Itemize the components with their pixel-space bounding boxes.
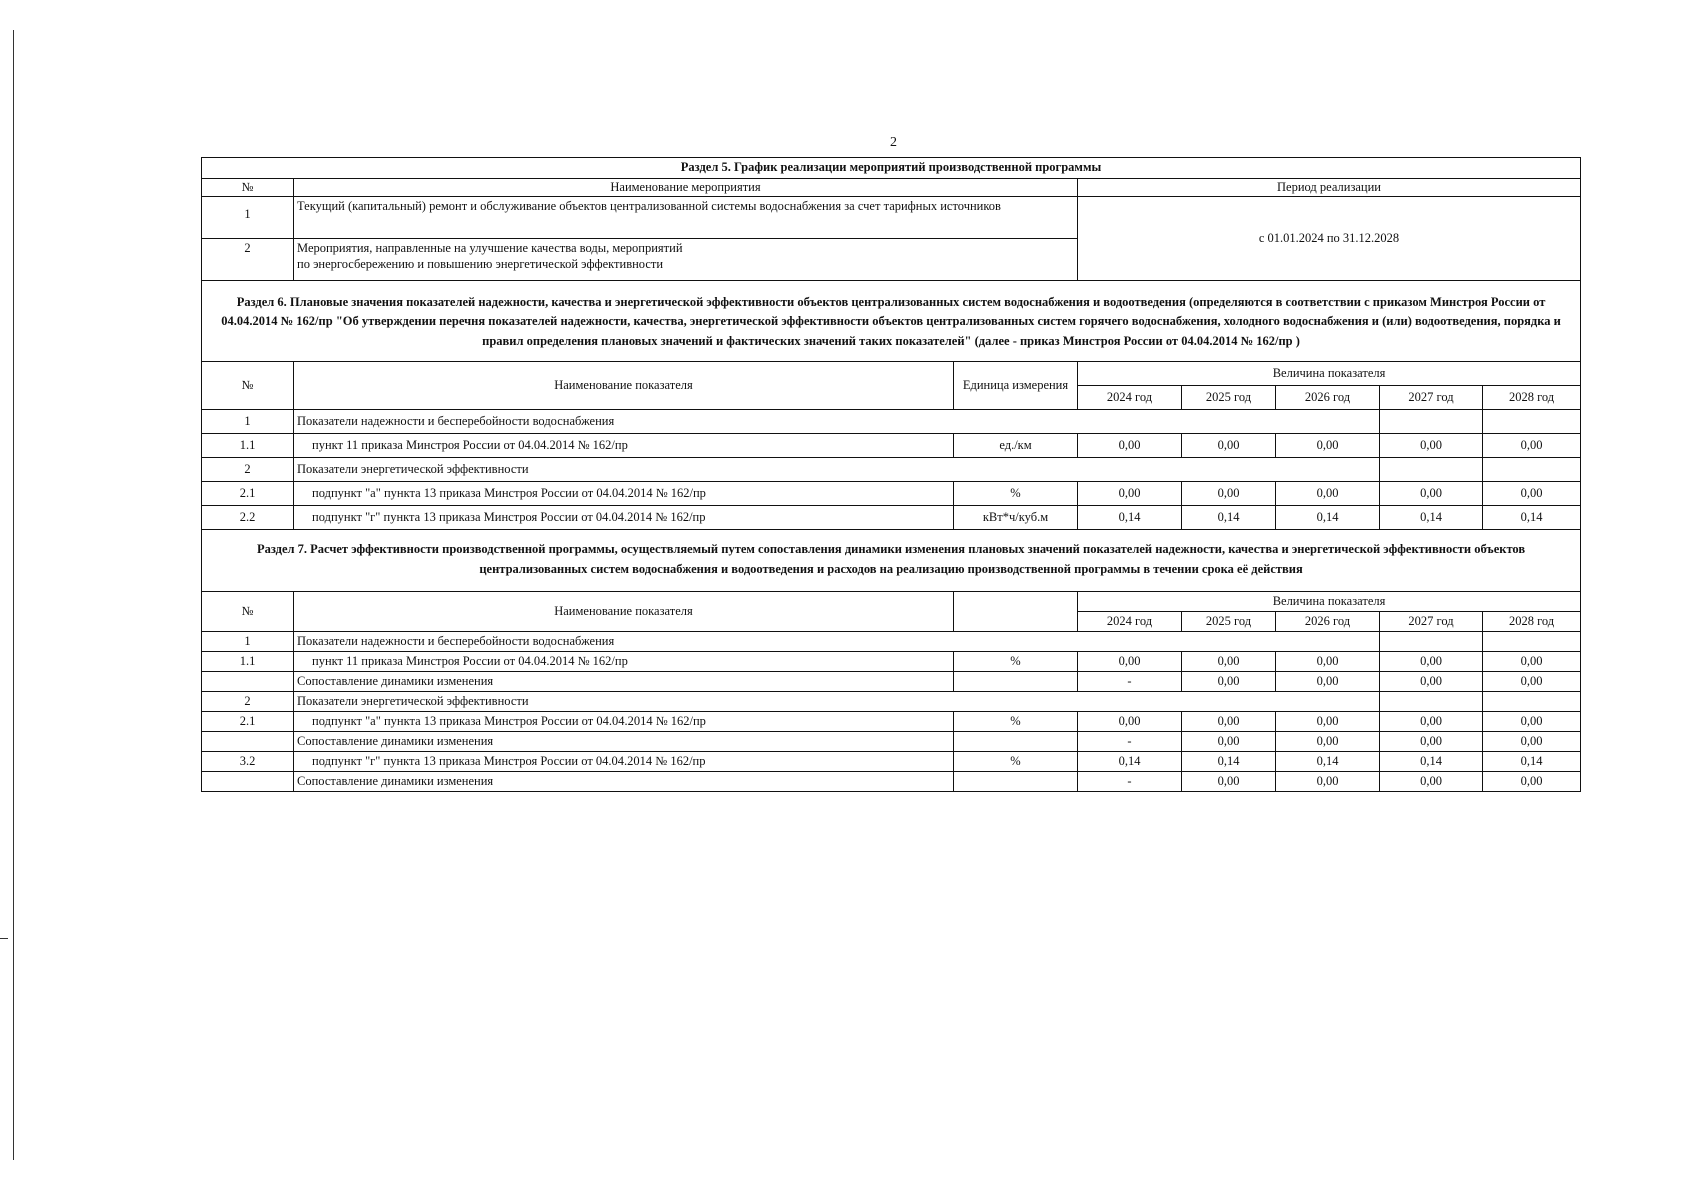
section7-value: 0,14 (1380, 751, 1483, 771)
section7-row-name: Сопоставление динамики изменения (294, 771, 954, 791)
section7-row-num: 2.1 (202, 711, 294, 731)
section7-value: 0,14 (1483, 751, 1581, 771)
section6-col-value: Величина показателя (1078, 362, 1581, 386)
section7-row-unit (954, 771, 1078, 791)
section6-row-name: подпункт "г" пункта 13 приказа Минстроя России от 04.04.2014 № 162/пр (294, 506, 954, 530)
section6-row-num: 1 (202, 410, 294, 434)
section7-year: 2024 год (1078, 611, 1182, 631)
section5-table (201, 157, 1581, 281)
section7-row-unit (954, 731, 1078, 751)
document-body (201, 157, 1580, 792)
section7-col-num: № (202, 591, 294, 631)
section7-row-unit: % (954, 751, 1078, 771)
section7-value: 0,00 (1483, 651, 1581, 671)
section6-row-unit: кВт*ч/куб.м (954, 506, 1078, 530)
section7-row-name: пункт 11 приказа Минстроя России от 04.04.2014 № 162/пр (294, 651, 954, 671)
section7-value: 0,00 (1182, 711, 1276, 731)
section5-row-name (294, 239, 1078, 281)
section6-value: 0,00 (1182, 482, 1276, 506)
section6-group-name: Показатели надежности и бесперебойности водоснабжения (294, 410, 1380, 434)
section7-value: 0,00 (1276, 651, 1380, 671)
section7-row-num: 1 (202, 631, 294, 651)
section6-year: 2026 год (1276, 386, 1380, 410)
section7-value: 0,00 (1276, 731, 1380, 751)
section6-col-num: № (202, 362, 294, 410)
section7-value: 0,14 (1182, 751, 1276, 771)
section6-empty-cell (1483, 410, 1581, 434)
section6-row-num: 2 (202, 458, 294, 482)
section5-row-num: 1 (202, 197, 294, 239)
section7-value: 0,00 (1182, 771, 1276, 791)
section6-empty-cell (1483, 458, 1581, 482)
section7-value: 0,00 (1078, 711, 1182, 731)
section6-col-unit: Единица измерения (954, 362, 1078, 410)
section6-col-name: Наименование показателя (294, 362, 954, 410)
section7-row-num (202, 671, 294, 691)
section7-group-name: Показатели энергетической эффективности (294, 691, 1380, 711)
section5-title: Раздел 5. График реализации мероприятий производственной программы (202, 158, 1581, 179)
section7-title: Раздел 7. Расчет эффективности производственной программы, осуществляемый путем сопоставления динамики изменения плановых значений показателей надежности, качества и энергетической эффективности объектов централизованных систем водоснабжения и водоотведения и расходов на реализацию производственной программы в течении срока её действия (202, 530, 1581, 591)
section7-value: - (1078, 771, 1182, 791)
section7-row-unit: % (954, 711, 1078, 731)
section7-value: 0,00 (1276, 711, 1380, 731)
section7-value: 0,14 (1276, 751, 1380, 771)
section7-value: 0,00 (1483, 711, 1581, 731)
section7-row-unit (954, 671, 1078, 691)
section6-row-unit: ед./км (954, 434, 1078, 458)
section6-year: 2025 год (1182, 386, 1276, 410)
section6-value: 0,00 (1078, 434, 1182, 458)
section7-value: 0,00 (1078, 651, 1182, 671)
section7-value: 0,00 (1380, 771, 1483, 791)
section6-value: 0,00 (1276, 482, 1380, 506)
section6-value: 0,14 (1380, 506, 1483, 530)
section6-value: 0,14 (1276, 506, 1380, 530)
section7-empty-cell (1483, 691, 1581, 711)
section7-col-name: Наименование показателя (294, 591, 954, 631)
section7-empty-cell (1380, 691, 1483, 711)
section6-value: 0,00 (1078, 482, 1182, 506)
section6-year: 2027 год (1380, 386, 1483, 410)
section5-col-period: Период реализации (1078, 179, 1581, 197)
section7-year: 2026 год (1276, 611, 1380, 631)
section7-year: 2028 год (1483, 611, 1581, 631)
section6-value: 0,00 (1483, 434, 1581, 458)
page-number: 2 (890, 135, 897, 150)
section7-empty-cell (1380, 631, 1483, 651)
section6-year: 2028 год (1483, 386, 1581, 410)
section6-empty-cell (1380, 458, 1483, 482)
section5-row-name-line2: по энергосбережению и повышению энергетической эффективности (297, 256, 664, 271)
section7-row-unit: % (954, 651, 1078, 671)
section5-col-name: Наименование мероприятия (294, 179, 1078, 197)
section7-value: 0,14 (1078, 751, 1182, 771)
section6-value: 0,00 (1483, 482, 1581, 506)
section6-row-name: пункт 11 приказа Минстроя России от 04.04.2014 № 162/пр (294, 434, 954, 458)
section6-year: 2024 год (1078, 386, 1182, 410)
section7-row-num: 3.2 (202, 751, 294, 771)
section7-table (201, 530, 1581, 792)
section6-row-name: подпункт "а" пункта 13 приказа Минстроя России от 04.04.2014 № 162/пр (294, 482, 954, 506)
section6-table (201, 281, 1581, 530)
section5-row-name-line1: Мероприятия, направленные на улучшение качества воды, мероприятий (297, 241, 683, 255)
section5-row-name: Текущий (капитальный) ремонт и обслуживание объектов централизованной системы водоснабжения за счет тарифных источников (294, 197, 1078, 239)
scan-margin-line (13, 30, 14, 1160)
section7-year: 2025 год (1182, 611, 1276, 631)
section7-row-name: Сопоставление динамики изменения (294, 671, 954, 691)
section6-value: 0,14 (1078, 506, 1182, 530)
section7-value: 0,00 (1276, 771, 1380, 791)
section7-empty-cell (1483, 631, 1581, 651)
section6-value: 0,00 (1380, 482, 1483, 506)
section7-value: - (1078, 731, 1182, 751)
section6-empty-cell (1380, 410, 1483, 434)
section6-row-num: 2.2 (202, 506, 294, 530)
section7-value: 0,00 (1483, 671, 1581, 691)
section7-value: 0,00 (1276, 671, 1380, 691)
section6-value: 0,14 (1483, 506, 1581, 530)
section6-value: 0,00 (1380, 434, 1483, 458)
section5-period: с 01.01.2024 по 31.12.2028 (1078, 197, 1581, 281)
section6-row-num: 2.1 (202, 482, 294, 506)
section7-value: - (1078, 671, 1182, 691)
section7-value: 0,00 (1380, 671, 1483, 691)
section7-row-name: Сопоставление динамики изменения (294, 731, 954, 751)
section6-row-unit: % (954, 482, 1078, 506)
section7-value: 0,00 (1182, 651, 1276, 671)
section7-group-name: Показатели надежности и бесперебойности водоснабжения (294, 631, 1380, 651)
section6-group-name: Показатели энергетической эффективности (294, 458, 1380, 482)
section6-title: Раздел 6. Плановые значения показателей надежности, качества и энергетической эффективности объектов централизованных систем водоснабжения и водоотведения (определяются в соответствии с приказом Минстроя России от 04.04.2014 № 162/пр "Об утверждении перечня показателей надежности, качества, энергетической эффективности объектов централизованных систем горячего водоснабжения, холодного водоснабжения и (или) водоотведения, порядка и правил определения плановых значений и фактических значений таких показателей" (далее - приказ Минстроя России от 04.04.2014 № 162/пр ) (202, 281, 1581, 362)
section7-value: 0,00 (1483, 771, 1581, 791)
section7-col-unit-empty (954, 591, 1078, 631)
section6-value: 0,00 (1182, 434, 1276, 458)
section6-value: 0,00 (1276, 434, 1380, 458)
section7-value: 0,00 (1380, 731, 1483, 751)
section5-row-num: 2 (202, 239, 294, 281)
section7-value: 0,00 (1380, 651, 1483, 671)
section7-row-num: 2 (202, 691, 294, 711)
section6-value: 0,14 (1182, 506, 1276, 530)
section7-row-name: подпункт "г" пункта 13 приказа Минстроя России от 04.04.2014 № 162/пр (294, 751, 954, 771)
section5-col-num: № (202, 179, 294, 197)
section7-row-num (202, 731, 294, 751)
section7-row-num: 1.1 (202, 651, 294, 671)
section7-value: 0,00 (1483, 731, 1581, 751)
section7-value: 0,00 (1380, 711, 1483, 731)
section6-row-num: 1.1 (202, 434, 294, 458)
scan-margin-tick (0, 938, 8, 939)
section7-row-name: подпункт "а" пункта 13 приказа Минстроя России от 04.04.2014 № 162/пр (294, 711, 954, 731)
section7-value: 0,00 (1182, 671, 1276, 691)
section7-col-value: Величина показателя (1078, 591, 1581, 611)
section7-value: 0,00 (1182, 731, 1276, 751)
section7-row-num (202, 771, 294, 791)
section7-year: 2027 год (1380, 611, 1483, 631)
